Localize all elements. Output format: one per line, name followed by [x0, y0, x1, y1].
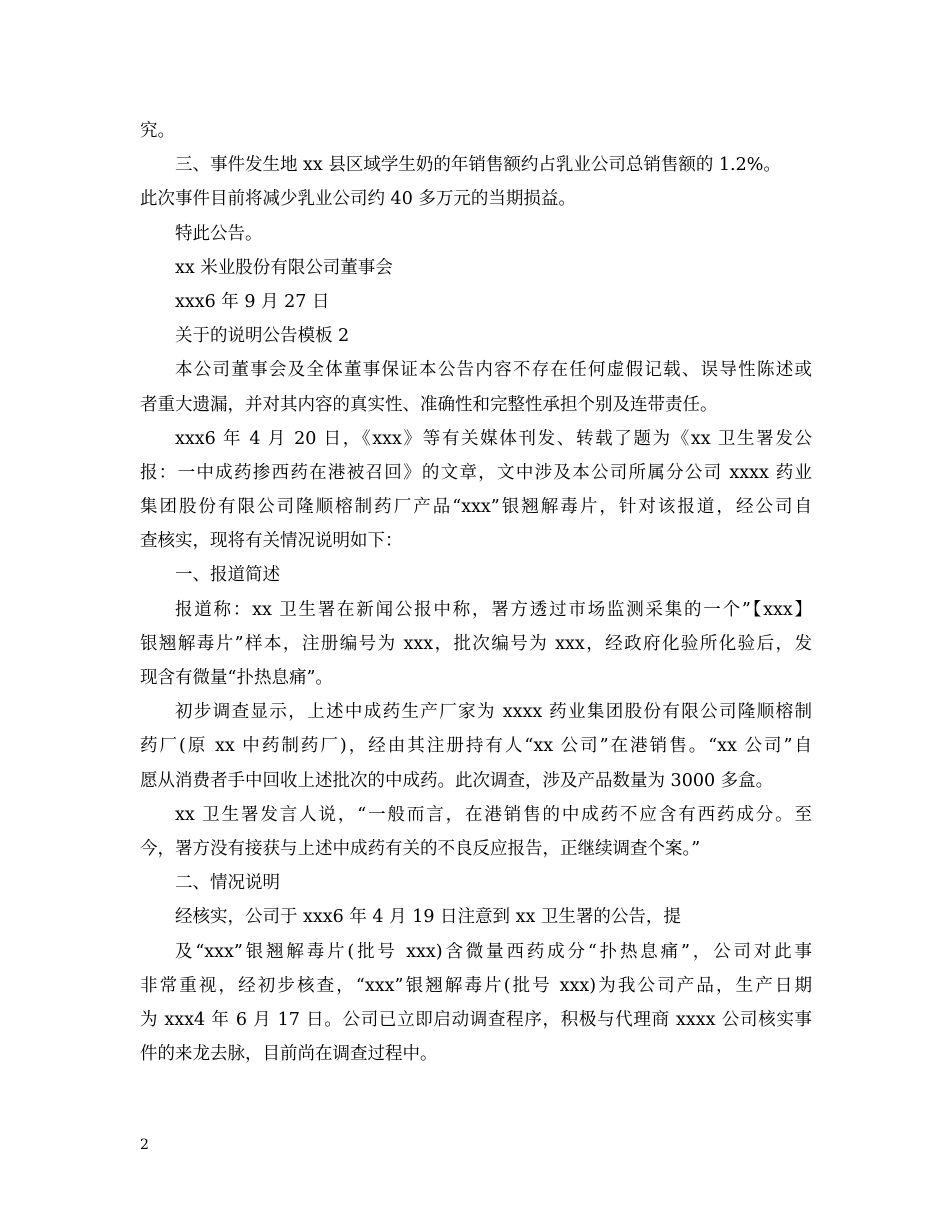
text-line: 为 xxx4 年 6 月 17 日。公司已立即启动调查程序，积极与代理商 xxxx 公司核实事	[140, 1009, 812, 1030]
text-line: xxx6 年 9 月 27 日	[175, 291, 330, 312]
text-line: 一、报道简述	[175, 565, 280, 586]
text-line: 集团股份有限公司隆顺榕制药厂产品“xxx”银翘解毒片，针对该报道，经公司自	[140, 497, 812, 518]
text-line: 非常重视，经初步核查，“xxx”银翘解毒片(批号 xxx)为我公司产品，生产日期	[140, 975, 812, 996]
text-line: 查核实，现将有关情况说明如下：	[140, 531, 403, 552]
text-line: xx 卫生署发言人说，“一般而言，在港销售的中成药不应含有西药成分。至	[175, 804, 812, 825]
text-line: 今，署方没有接获与上述中成药有关的不良反应报告，正继续调查个案。”	[140, 838, 701, 859]
text-line: 关于的说明公告模板 2	[175, 326, 350, 347]
text-line: 者重大遗漏，并对其内容的真实性、准确性和完整性承担个别及连带责任。	[140, 394, 718, 415]
text-line: 二、情况说明	[175, 873, 280, 894]
document-body	[140, 114, 812, 1071]
text-line: 银翘解毒片”样本，注册编号为 xxx，批次编号为 xxx，经政府化验所化验后，发	[140, 633, 812, 654]
text-line: 报道称：xx 卫生署在新闻公报中称，署方透过市场监测采集的一个”【xxx】	[175, 599, 812, 620]
text-line: 此次事件目前将减少乳业公司约 40 多万元的当期损益。	[140, 189, 576, 210]
text-line: 本公司董事会及全体董事保证本公告内容不存在任何虚假记载、误导性陈述或	[175, 360, 812, 381]
text-line: 药厂(原 xx 中药制药厂)，经由其注册持有人“xx 公司”在港销售。“xx 公司”自	[140, 736, 812, 757]
text-line: xx 米业股份有限公司董事会	[175, 257, 393, 278]
text-line: 及“xxx”银翘解毒片(批号 xxx)含微量西药成分“扑热息痛”，公司对此事	[175, 941, 812, 962]
text-line: 报：一中成药掺西药在港被召回》的文章，文中涉及本公司所属分公司 xxxx 药业	[140, 462, 812, 483]
text-line: 初步调查显示，上述中成药生产厂家为 xxxx 药业集团股份有限公司隆顺榕制	[175, 702, 812, 723]
text-line: 现含有微量“扑热息痛”。	[140, 668, 333, 688]
text-line: 三、事件发生地 xx 县区域学生奶的年销售额约占乳业公司总销售额的 1.2%。	[175, 155, 781, 176]
text-line: 经核实，公司于 xxx6 年 4 月 19 日注意到 xx 卫生署的公告，提	[175, 907, 681, 928]
text-line: 愿从消费者手中回收上述批次的中成药。此次调查，涉及产品数量为 3000 多盒。	[140, 770, 774, 791]
page-number: 2	[140, 1137, 149, 1153]
text-line: 特此公告。	[175, 223, 263, 244]
text-line: xxx6 年 4 月 20 日，《xxx》等有关媒体刊发、转载了题为《xx 卫生署发公	[175, 428, 812, 449]
text-line: 究。	[140, 121, 175, 141]
text-line: 件的来龙去脉，目前尚在调查过程中。	[140, 1044, 438, 1065]
